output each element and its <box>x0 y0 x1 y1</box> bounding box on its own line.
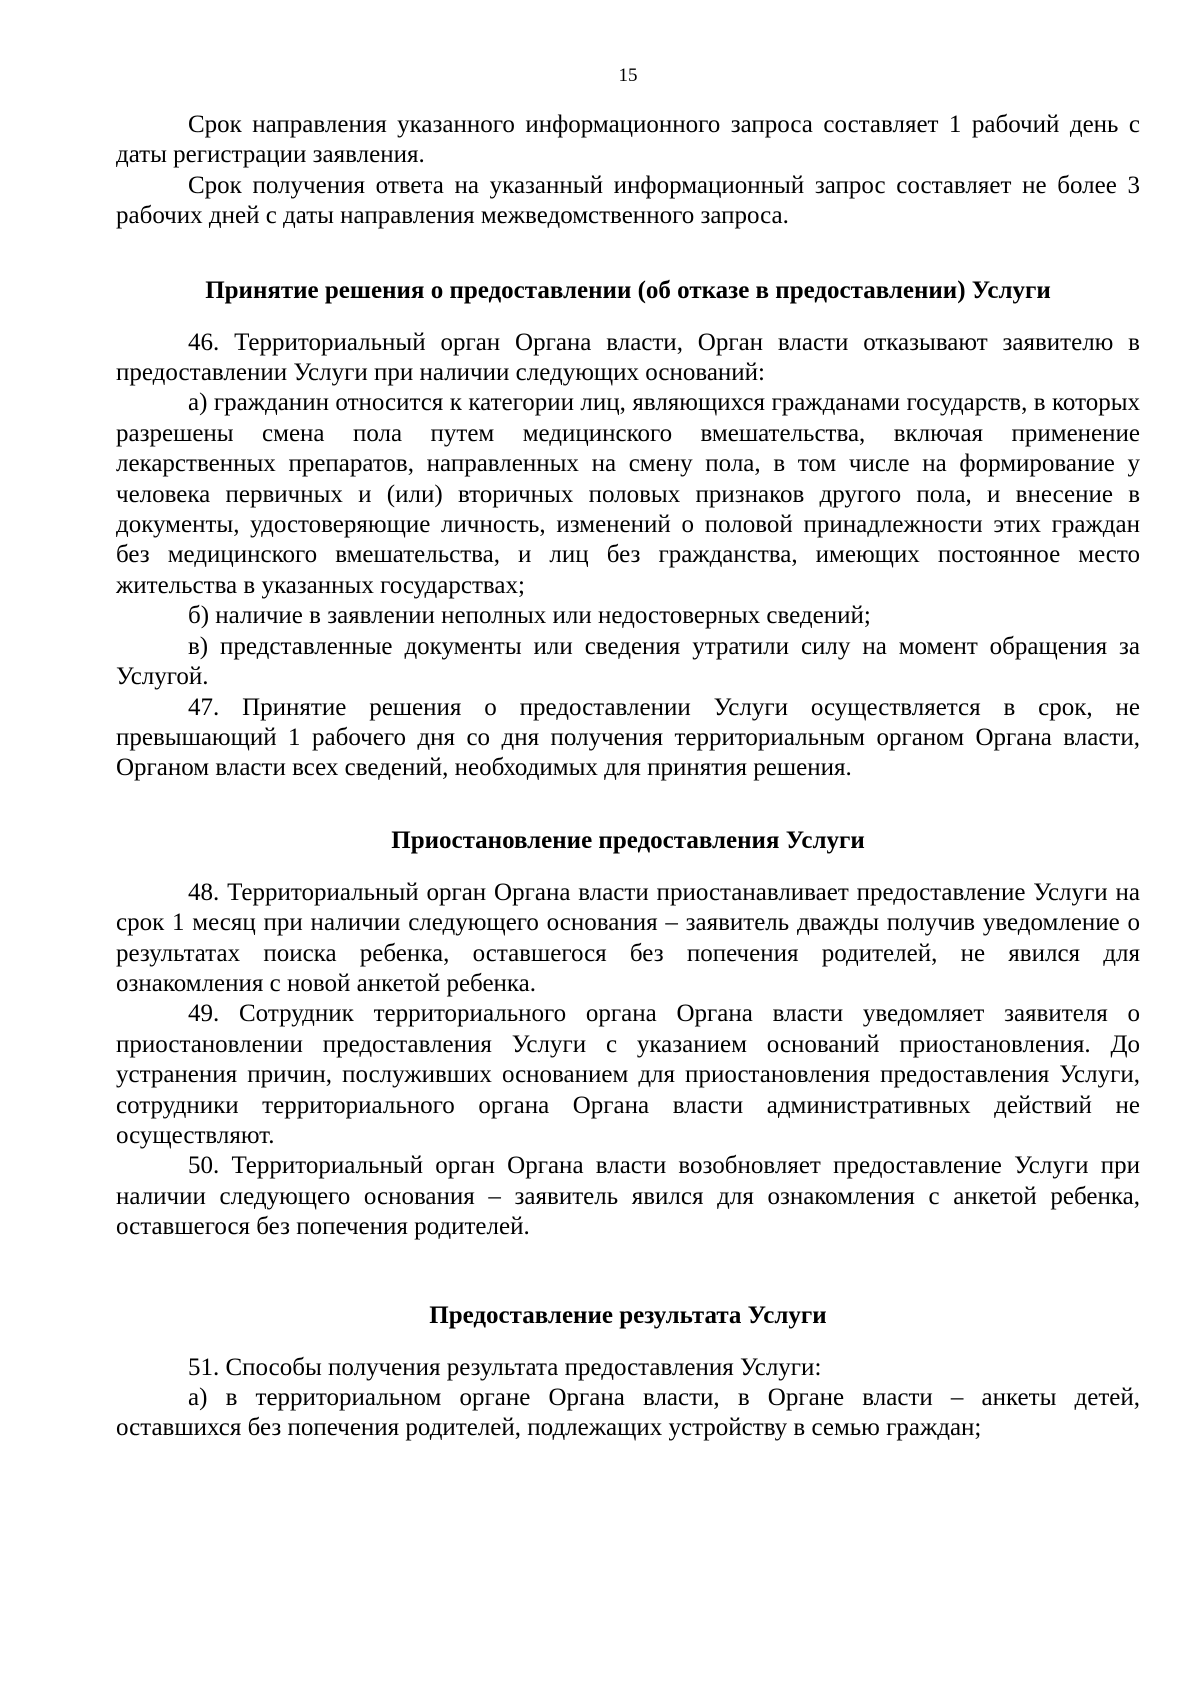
section-heading-suspension: Приостановление предоставления Услуги <box>391 826 865 854</box>
section-heading-decision: Принятие решения о предоставлении (об отказе в предоставлении) Услуги <box>205 276 1051 304</box>
paragraph-46-a: а) гражданин относится к категории лиц, являющихся гражданами государств, в которых разрешены смена пола путем медицинского вмешательства, включая применение лекарственных препаратов, направленных на смену пола, в том числе на формирование у человека первичных и (или) вторичных половых признаков другого пола, и внесение в документы, удостоверяющие личность, изменений о половой принадлежности этих граждан без медицинского вмешательства, и лиц без гражданства, имеющих постоянное место жительства в указанных государствах; <box>116 389 1140 599</box>
paragraph-46: 46. Территориальный орган Органа власти, Орган власти отказывают заявителю в предоставлении Услуги при наличии следующих оснований: <box>116 328 1140 387</box>
paragraph-51-a: а) в территориальном органе Органа власти, в Органе власти – анкеты детей, оставшихся без попечения родителей, подлежащих устройству в семью граждан; <box>116 1384 1140 1442</box>
paragraph-49: 49. Сотрудник территориального органа Органа власти уведомляет заявителя о приостановлении предоставления Услуги с указанием оснований приостановления. До устранения причин, послуживших основанием для приостановления предоставления Услуги, сотрудники территориального органа Органа власти административных действий не осуществляют. <box>116 1000 1140 1149</box>
document-page <box>116 62 1140 1444</box>
paragraph-50: 50. Территориальный орган Органа власти возобновляет предоставление Услуги при наличии следующего основания – заявитель явился для ознакомления с анкетой ребенка, оставшегося без попечения родителей. <box>116 1152 1140 1241</box>
paragraph-request-deadline: Срок направления указанного информационного запроса составляет 1 рабочий день с даты регистрации заявления. <box>116 111 1140 169</box>
paragraph-51: 51. Способы получения результата предоставления Услуги: <box>188 1353 822 1381</box>
section-heading-result: Предоставление результата Услуги <box>429 1301 827 1329</box>
paragraph-response-deadline: Срок получения ответа на указанный информационный запрос составляет не более 3 рабочих дней с даты направления межведомственного запроса. <box>116 171 1140 230</box>
paragraph-46-v: в) представленные документы или сведения утратили силу на момент обращения за Услугой. <box>116 632 1140 691</box>
page-number: 15 <box>618 65 638 86</box>
paragraph-47: 47. Принятие решения о предоставлении Услуги осуществляется в срок, не превышающий 1 рабочего дня со дня получения территориальным органом Органа власти, Органом власти всех сведений, необходимых для принятия решения. <box>116 693 1140 782</box>
paragraph-48: 48. Территориальный орган Органа власти приостанавливает предоставление Услуги на срок 1 месяц при наличии следующего основания – заявитель дважды получив уведомление о результатах поиска ребенка, оставшегося без попечения родителей, не явился для ознакомления с новой анкетой ребенка. <box>116 878 1140 997</box>
paragraph-46-b: б) наличие в заявлении неполных или недостоверных сведений; <box>188 602 871 630</box>
